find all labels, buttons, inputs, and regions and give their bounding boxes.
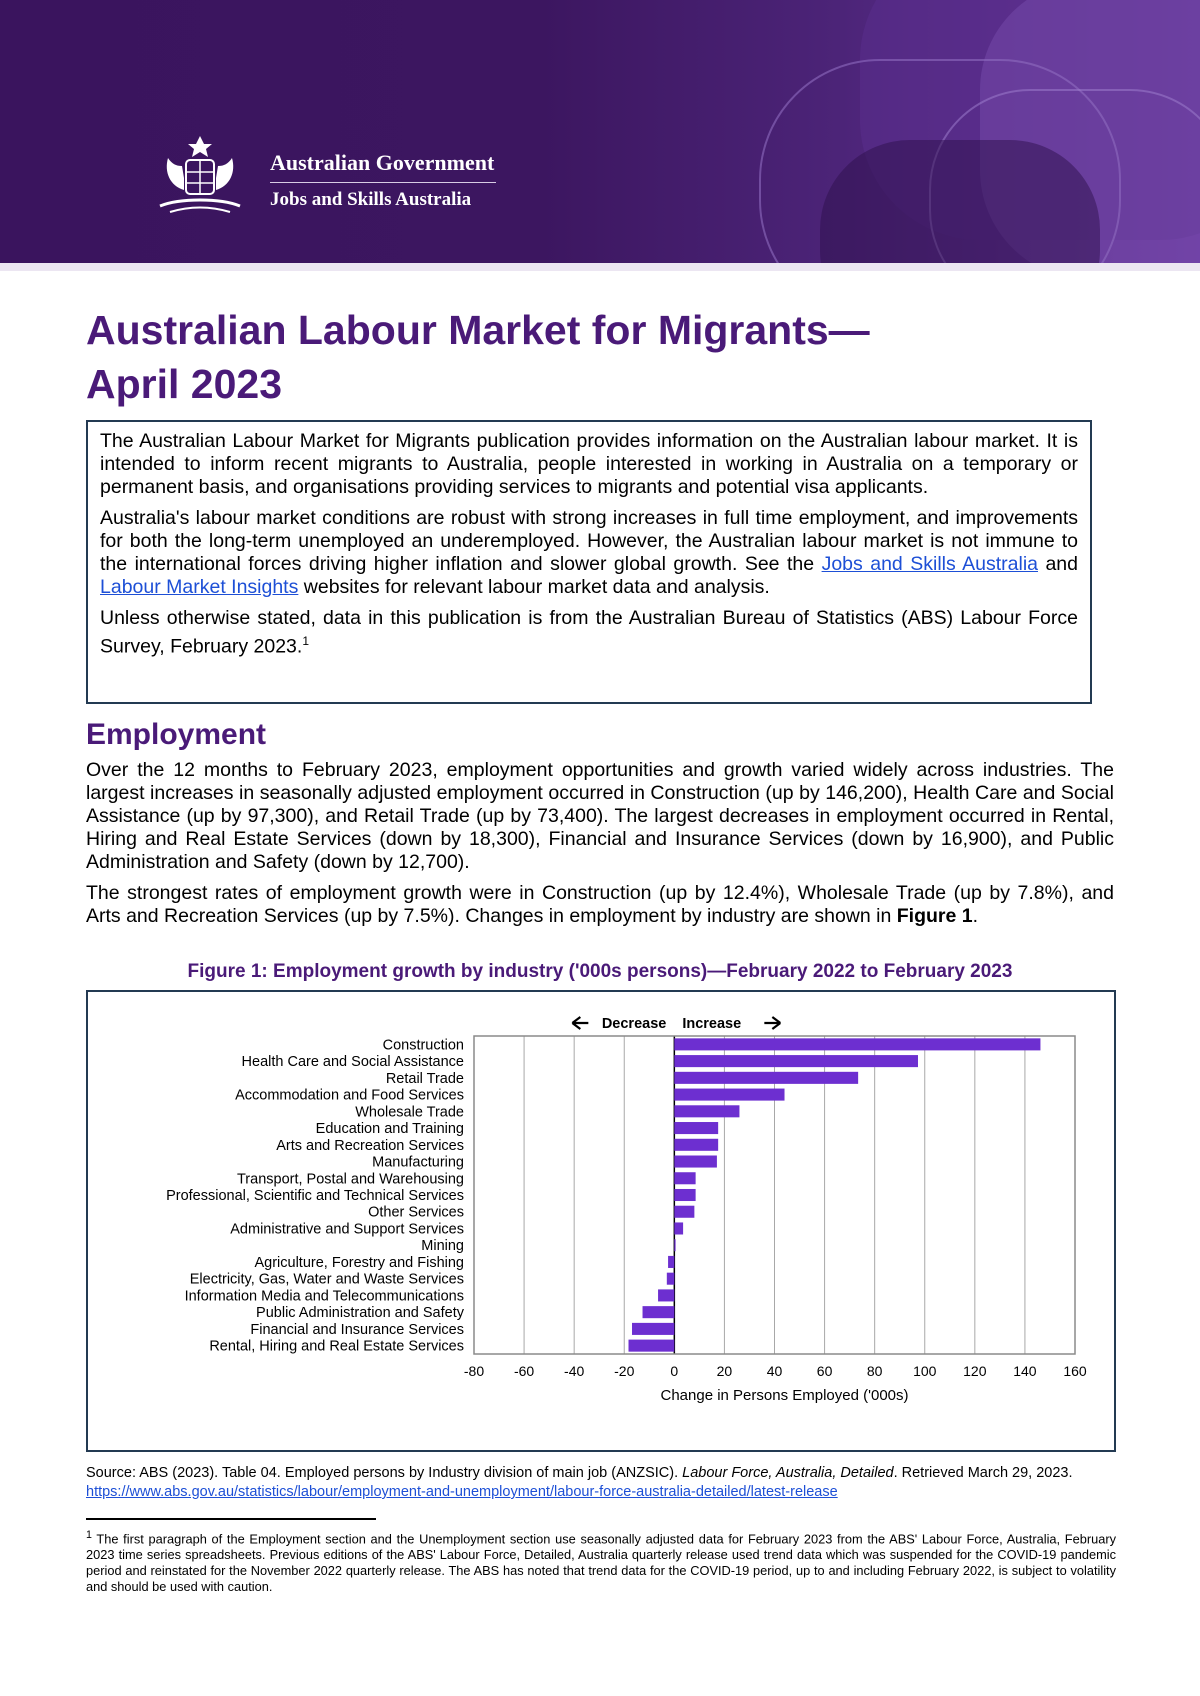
source-publication: Labour Force, Australia, Detailed [682, 1465, 894, 1481]
source-note [86, 1464, 1116, 1502]
bar [674, 1156, 717, 1168]
intro-paragraph-2 [100, 507, 1078, 599]
x-tick-label: -20 [614, 1363, 635, 1379]
intro-p3-text: Unless otherwise stated, data in this publication is from the Australian Bureau of Statistics (ABS) Labour Force Survey, February 2023. [100, 607, 1078, 658]
labour-market-insights-link[interactable]: Labour Market Insights [100, 576, 299, 598]
bar [674, 1139, 718, 1151]
bar [674, 1038, 1040, 1050]
bar [674, 1172, 695, 1184]
jobs-and-skills-australia-link[interactable]: Jobs and Skills Australia [821, 553, 1038, 575]
category-label: Manufacturing [372, 1154, 464, 1171]
footnote-mark: 1 [86, 1529, 92, 1541]
bar [674, 1206, 694, 1218]
bar [629, 1340, 675, 1352]
x-tick-label: 60 [816, 1363, 833, 1379]
category-label: Education and Training [315, 1121, 464, 1138]
bar [632, 1323, 674, 1335]
employment-growth-chart [88, 992, 1114, 1450]
category-label: Accommodation and Food Services [235, 1087, 464, 1104]
bar [674, 1089, 784, 1101]
bar [643, 1306, 675, 1318]
category-label: Other Services [368, 1204, 464, 1221]
footnote [86, 1527, 1116, 1595]
source-text-b: . Retrieved March 29, 2023. [893, 1465, 1073, 1481]
employment-paragraph-2 [86, 882, 1114, 928]
intro-box [86, 420, 1092, 704]
bar [674, 1239, 675, 1251]
decrease-annotation: Decrease [601, 1016, 667, 1032]
category-label: Information Media and Telecommunications [184, 1288, 464, 1305]
x-tick-label: 40 [766, 1363, 783, 1379]
coat-of-arms-logo [140, 128, 260, 218]
employment-body [86, 759, 1114, 936]
intro-paragraph-1: The Australian Labour Market for Migrants publication provides information on the Australian labour market. It is intended to inform recent migrants to Australia, people interested in working in Australia on a temporary or permanent basis, and organisations providing services to migrants and potential visa applicants. [100, 430, 1078, 498]
footnote-text: The first paragraph of the Employment section and the Unemployment section use seasonally adjusted data for February 2023 from the ABS' Labour Force, Australia, February 2023 time series spreadsheets. Previous editions of the ABS' Labour Force, Detailed, Australia quarterly release used trend data which was suspended for the COVID-19 pandemic period and reinstated for the November 2022 quarterly release. The ABS has noted that trend data for the COVID-19 period, up to and including February 2022, is subject to volatility and should be used with caution. [86, 1531, 1116, 1595]
page-title [86, 303, 1126, 411]
x-tick-label: -60 [513, 1363, 535, 1379]
banner-strip [0, 263, 1200, 271]
bar [674, 1105, 739, 1117]
category-label: Mining [421, 1238, 464, 1255]
abs-source-link[interactable]: https://www.abs.gov.au/statistics/labour/employment-and-unemployment/labour-force-australia-detailed/latest-release [86, 1484, 838, 1500]
x-tick-label: 160 [1063, 1363, 1087, 1379]
header-banner [0, 0, 1200, 263]
category-label: Rental, Hiring and Real Estate Services [209, 1338, 464, 1355]
intro-p2-text-c: websites for relevant labour market data and analysis. [298, 576, 770, 598]
chart-container [86, 990, 1116, 1452]
increase-annotation: Increase [682, 1016, 742, 1032]
category-label: Financial and Insurance Services [250, 1321, 464, 1338]
bar [658, 1289, 674, 1301]
x-tick-label: 140 [1013, 1363, 1037, 1379]
left-arrow-icon [572, 1017, 588, 1029]
page-title-line1: Australian Labour Market for Migrants— [86, 307, 870, 353]
bar [674, 1072, 858, 1084]
category-label: Wholesale Trade [355, 1104, 464, 1121]
x-tick-label: -80 [463, 1363, 485, 1379]
intro-p2-text-b: and [1038, 553, 1078, 575]
employment-paragraph-1: Over the 12 months to February 2023, employment opportunities and growth varied widely across industries. The largest increases in seasonally adjusted employment occurred in Construction (up by 146,200), Health Care and Social Assistance (up by 97,300), and Retail Trade (up by 73,400). The largest decreases in employment occurred in Rental, Hiring and Real Estate Services (down by 18,300), Financial and Insurance Services (down by 16,900), and Public Administration and Safety (down by 12,700). [86, 759, 1114, 873]
x-axis-title: Change in Persons Employed ('000s) [660, 1387, 909, 1404]
footnote-divider [86, 1518, 376, 1520]
x-tick-label: 80 [866, 1363, 883, 1379]
employment-heading: Employment [86, 718, 267, 751]
logo-divider [270, 182, 496, 183]
footnote-reference[interactable]: 1 [302, 634, 310, 648]
employment-p2-end: . [972, 905, 979, 927]
category-label: Arts and Recreation Services [276, 1137, 464, 1154]
x-tick-label: -40 [564, 1363, 585, 1379]
agency-name: Jobs and Skills Australia [270, 189, 472, 210]
x-tick-label: 120 [963, 1363, 987, 1379]
figure-reference: Figure 1 [896, 905, 973, 927]
category-label: Public Administration and Safety [256, 1305, 464, 1322]
category-label: Construction [382, 1037, 464, 1054]
bar [667, 1273, 675, 1285]
category-label: Retail Trade [385, 1070, 464, 1087]
category-label: Health Care and Social Assistance [241, 1054, 464, 1071]
bar [674, 1055, 918, 1067]
x-tick-label: 20 [716, 1363, 733, 1379]
source-text-a: Source: ABS (2023). Table 04. Employed persons by Industry division of main job (ANZSIC). [86, 1465, 683, 1481]
category-label: Transport, Postal and Warehousing [236, 1171, 464, 1188]
bar [668, 1256, 674, 1268]
category-label: Electricity, Gas, Water and Waste Services [189, 1271, 464, 1288]
category-label: Administrative and Support Services [230, 1221, 464, 1238]
employment-p2-text: The strongest rates of employment growth were in Construction (up by 12.4%), Wholesale Trade (up by 7.8%), and Arts and Recreation Services (up by 7.5%). Changes in employment by industry are shown in [86, 882, 1114, 927]
bar [674, 1189, 695, 1201]
figure-caption: Figure 1: Employment growth by industry ('000s persons)—February 2022 to February 2023 [187, 961, 1013, 982]
x-tick-label: 0 [670, 1363, 679, 1379]
bar [674, 1122, 718, 1134]
page-title-line2: April 2023 [86, 361, 282, 407]
category-label: Agriculture, Forestry and Fishing [254, 1254, 464, 1271]
category-label: Professional, Scientific and Technical Services [166, 1188, 464, 1204]
bar [674, 1222, 683, 1234]
x-tick-label: 100 [913, 1363, 937, 1379]
intro-paragraph-3 [100, 607, 1078, 659]
right-arrow-icon [764, 1017, 780, 1029]
government-title: Australian Government [270, 150, 495, 175]
intro-p2-text-a: Australia's labour market conditions are robust with strong increases in full time employment, and improvements for both the long-term unemployed an underemployed. However, the Australian labour market is not immune to the international forces driving higher inflation and slower global growth. See the [100, 507, 1078, 575]
